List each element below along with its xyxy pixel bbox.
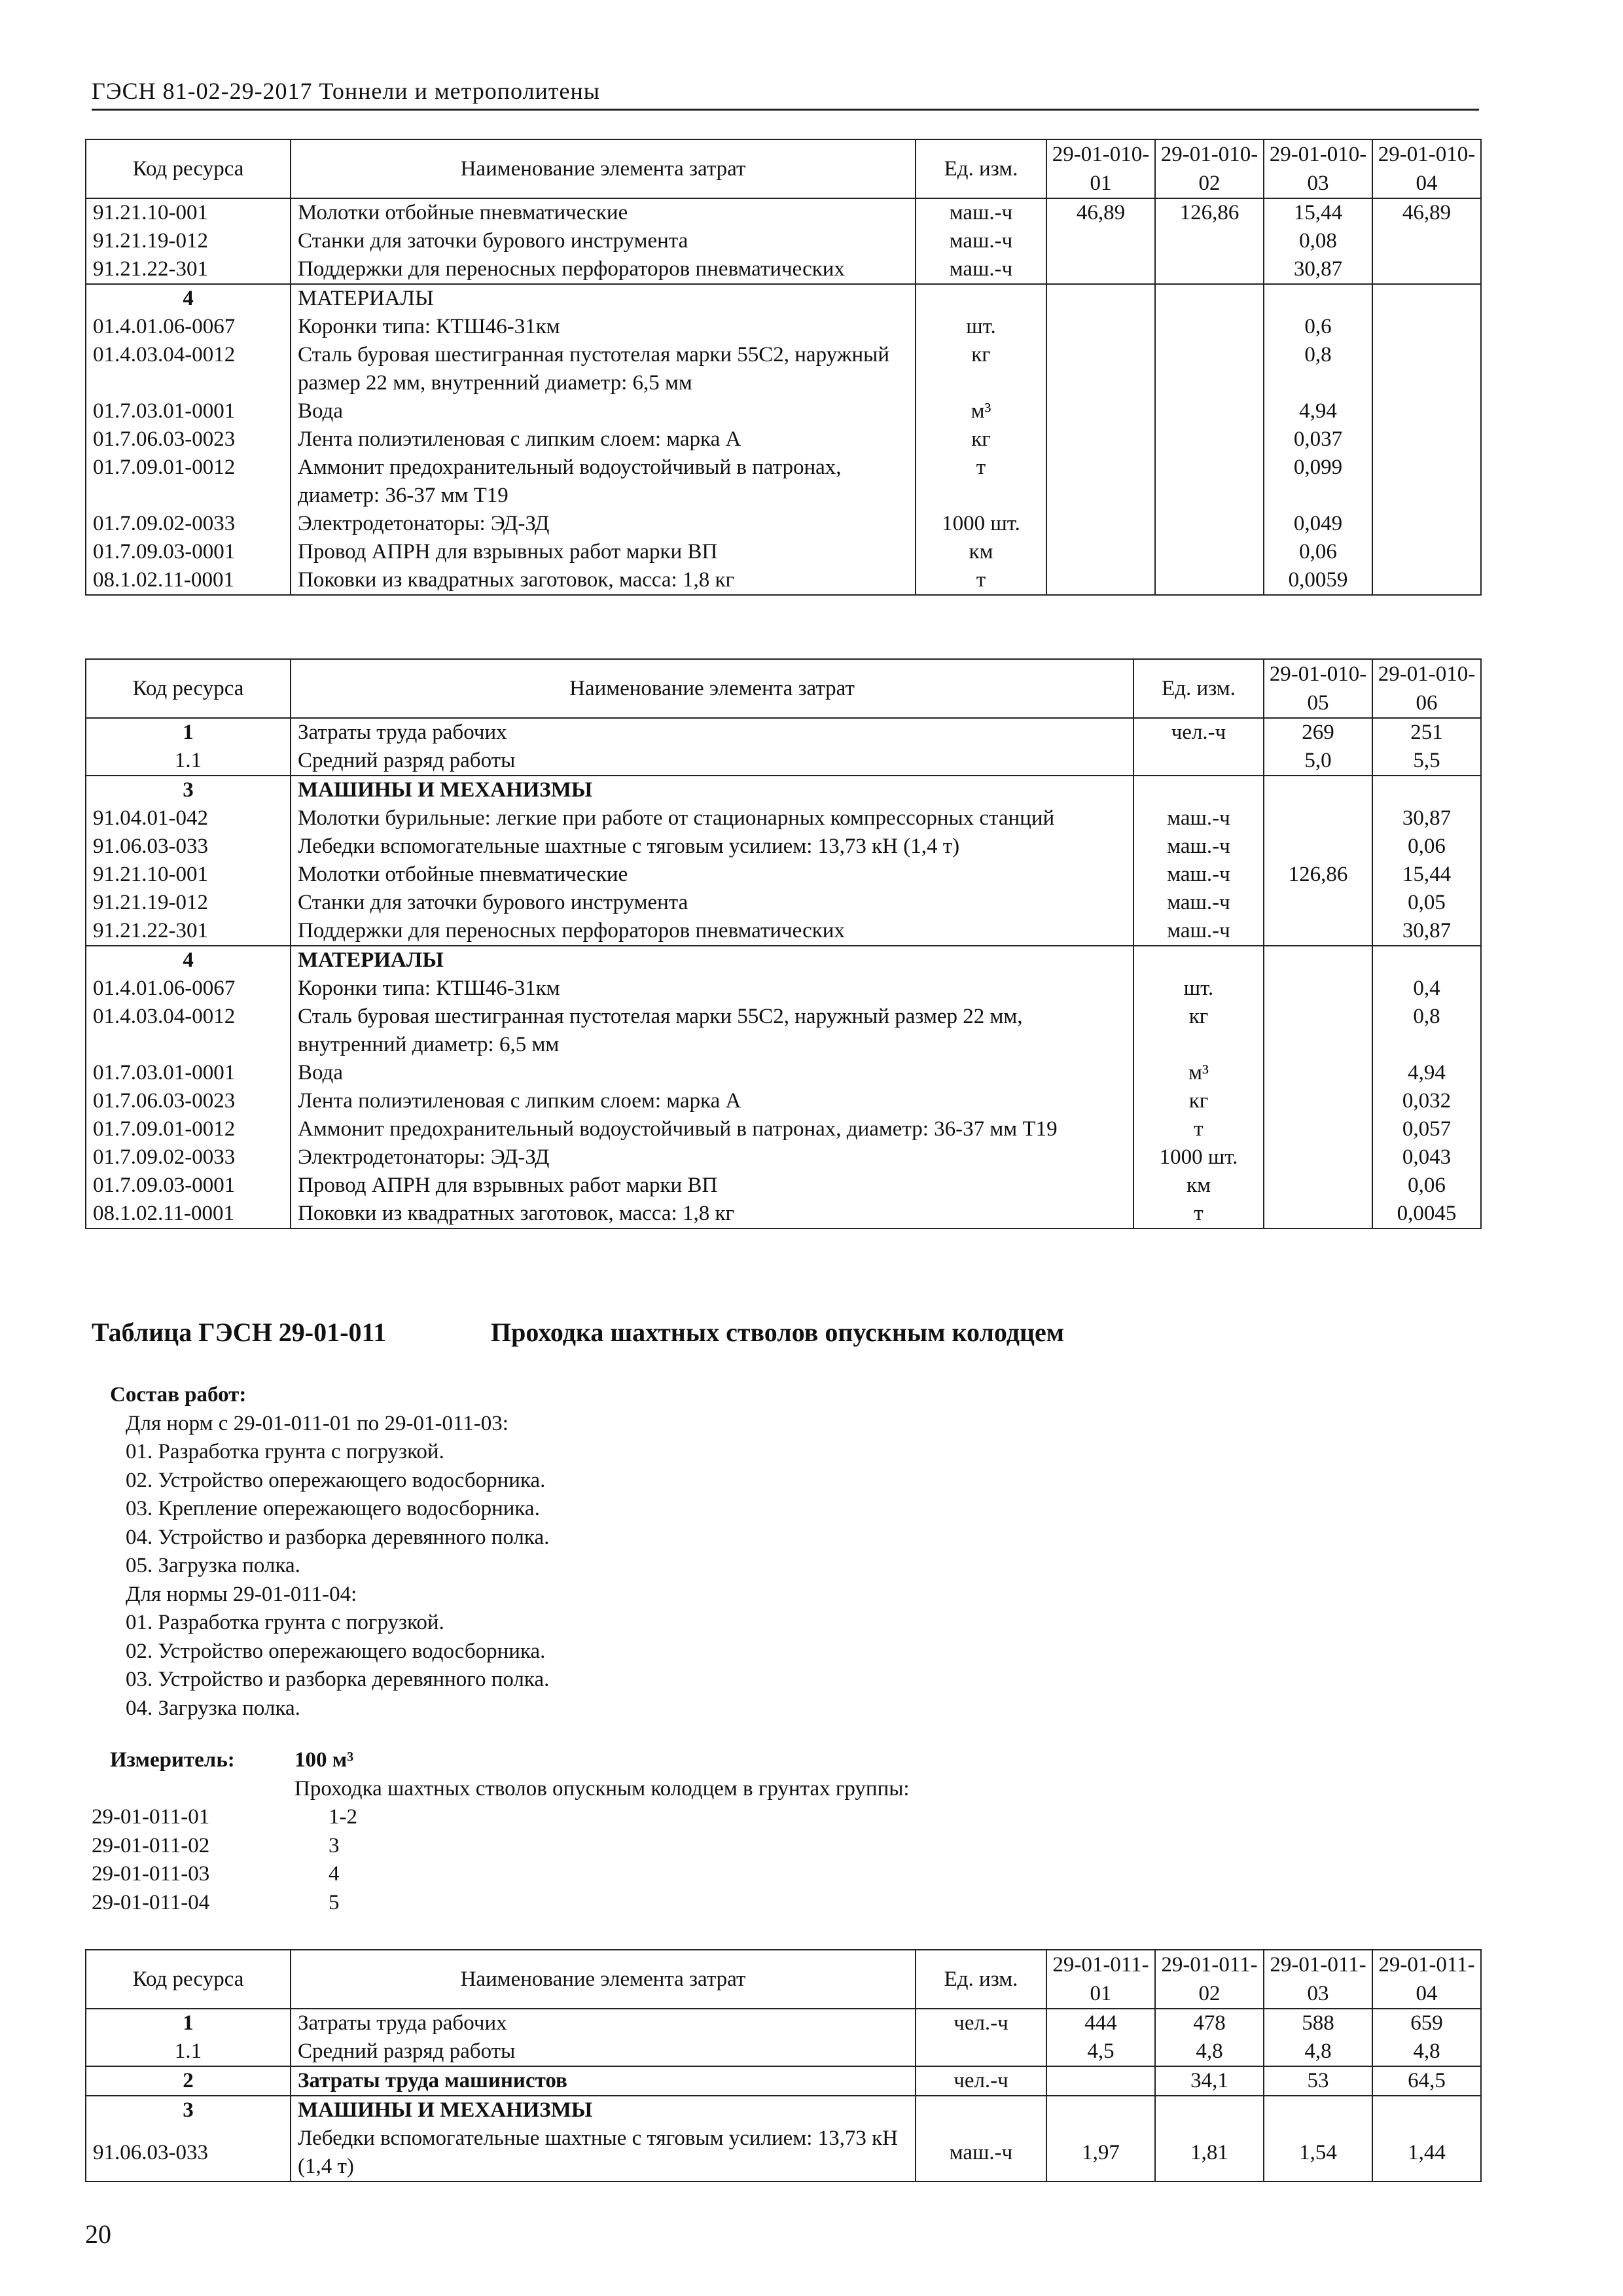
norm-value: 1,81 — [1155, 2125, 1264, 2181]
resource-name: Лента полиэтиленовая с липким слоем: марка А — [291, 425, 916, 454]
norm-value — [1264, 804, 1372, 833]
resource-name: Коронки типа: КТШ46-31км — [291, 313, 916, 341]
table-row — [86, 747, 1481, 776]
table-row — [86, 313, 1481, 341]
norm-value — [1372, 255, 1481, 284]
resource-code: 91.21.22-301 — [86, 255, 291, 284]
resource-name: Сталь буровая шестигранная пустотелая марки 55С2, наружный размер 22 мм, внутренний диаметр: 6,5 мм — [291, 341, 916, 397]
resource-code: 1 — [86, 718, 291, 747]
col-header-norm: 29-01-010-02 — [1155, 139, 1264, 198]
resource-unit: т — [916, 566, 1046, 595]
composition-list — [110, 1410, 549, 1723]
col-header-unit: Ед. изм. — [916, 1950, 1046, 2009]
col-header-norm: 29-01-010-06 — [1372, 659, 1481, 718]
norm-value — [1264, 889, 1372, 917]
resource-name: Затраты труда рабочих — [291, 2009, 916, 2037]
resource-code: 01.7.09.02-0033 — [86, 1143, 291, 1172]
norm-value: 0,06 — [1264, 538, 1372, 566]
resource-unit: км — [916, 538, 1046, 566]
resource-unit: кг — [1133, 1003, 1264, 1059]
resource-unit — [916, 2037, 1046, 2066]
composition-line: 01. Разработка грунта с погрузкой. — [126, 1611, 444, 1634]
resource-unit: маш.-ч — [1133, 833, 1264, 861]
table-caption: Проходка шахтных стволов опускным колодцем — [491, 1318, 1065, 1347]
table-row — [86, 1087, 1481, 1115]
norm-value — [1264, 1143, 1372, 1172]
resource-unit: т — [1133, 1200, 1264, 1229]
norm-value — [1264, 1059, 1372, 1087]
norm-value — [1372, 341, 1481, 397]
resource-unit: кг — [916, 341, 1046, 397]
table-row — [86, 1003, 1481, 1059]
resource-name: Средний разряд работы — [291, 747, 1133, 776]
norm-value: 0,0045 — [1372, 1200, 1481, 1229]
resource-name: Молотки бурильные: легкие при работе от стационарных компрессорных станций — [291, 804, 1133, 833]
resource-unit: маш.-ч — [1133, 861, 1264, 889]
resource-code: 91.21.19-012 — [86, 889, 291, 917]
resource-code: 01.7.09.03-0001 — [86, 1172, 291, 1200]
resource-unit: 1000 шт. — [1133, 1143, 1264, 1172]
col-header-name: Наименование элемента затрат — [291, 659, 1133, 718]
col-header-code: Код ресурса — [86, 659, 291, 718]
resource-unit: чел.-ч — [916, 2009, 1046, 2037]
table-row — [86, 2096, 1481, 2125]
resource-unit: чел.-ч — [1133, 718, 1264, 747]
composition-line: 03. Крепление опережающего водосборника. — [126, 1497, 540, 1520]
soil-group: 4 — [329, 1862, 340, 1886]
resource-code: 91.21.10-001 — [86, 198, 291, 227]
resource-name: Вода — [291, 1059, 1133, 1087]
norm-value: 126,86 — [1155, 198, 1264, 227]
norm-value — [1264, 284, 1372, 313]
resource-code: 01.4.03.04-0012 — [86, 1003, 291, 1059]
resource-unit: м³ — [916, 397, 1046, 425]
norm-value — [1372, 454, 1481, 510]
norm-value — [1264, 1172, 1372, 1200]
resource-name: Коронки типа: КТШ46-31км — [291, 975, 1133, 1003]
norm-value — [1155, 397, 1264, 425]
norm-value: 126,86 — [1264, 861, 1372, 889]
norm-value — [1264, 917, 1372, 946]
col-header-code: Код ресурса — [86, 1950, 291, 2009]
norm-value — [1264, 776, 1372, 804]
norm-code: 29-01-011-04 — [92, 1890, 210, 1914]
resource-code: 01.7.06.03-0023 — [86, 1087, 291, 1115]
norm-value: 53 — [1264, 2066, 1372, 2096]
measure-groups — [92, 1803, 910, 1917]
col-header-norm: 29-01-011-02 — [1155, 1950, 1264, 2009]
norm-value — [1155, 510, 1264, 538]
resource-code: 01.4.03.04-0012 — [86, 341, 291, 397]
norm-value: 0,032 — [1372, 1087, 1481, 1115]
table-row — [86, 198, 1481, 227]
table-row — [86, 1172, 1481, 1200]
norm-value: 0,049 — [1264, 510, 1372, 538]
norm-value — [1264, 1200, 1372, 1229]
resource-table-010-01-04 — [85, 139, 1482, 596]
resource-code: 01.7.03.01-0001 — [86, 397, 291, 425]
resource-name: Электродетонаторы: ЭД-ЗД — [291, 510, 916, 538]
resource-unit: км — [1133, 1172, 1264, 1200]
norm-value: 1,54 — [1264, 2125, 1372, 2181]
norm-value — [1372, 284, 1481, 313]
norm-value: 0,037 — [1264, 425, 1372, 454]
resource-code: 1 — [86, 2009, 291, 2037]
col-header-norm: 29-01-010-01 — [1046, 139, 1155, 198]
table-row — [86, 861, 1481, 889]
norm-value: 34,1 — [1155, 2066, 1264, 2096]
resource-name: Молотки отбойные пневматические — [291, 861, 1133, 889]
soil-group: 3 — [329, 1833, 340, 1857]
resource-unit: маш.-ч — [916, 255, 1046, 284]
table-row — [86, 1143, 1481, 1172]
resource-code: 91.21.10-001 — [86, 861, 291, 889]
composition-line: 04. Загрузка полка. — [126, 1696, 300, 1720]
resource-unit: маш.-ч — [1133, 804, 1264, 833]
norm-value: 4,94 — [1372, 1059, 1481, 1087]
norm-value: 4,8 — [1155, 2037, 1264, 2066]
table-number: Таблица ГЭСН 29-01-011 — [92, 1318, 387, 1347]
norm-value — [1372, 946, 1481, 975]
norm-value — [1046, 538, 1155, 566]
table-row — [86, 566, 1481, 595]
resource-code: 01.7.09.03-0001 — [86, 538, 291, 566]
norm-value: 0,8 — [1372, 1003, 1481, 1059]
norm-code: 29-01-011-02 — [92, 1833, 210, 1857]
resource-unit — [916, 284, 1046, 313]
resource-unit: кг — [916, 425, 1046, 454]
table-row — [86, 341, 1481, 397]
norm-value — [1155, 313, 1264, 341]
table-row — [86, 284, 1481, 313]
norm-value: 0,05 — [1372, 889, 1481, 917]
col-header-unit: Ед. изм. — [916, 139, 1046, 198]
resource-name: Молотки отбойные пневматические — [291, 198, 916, 227]
norm-value — [1046, 313, 1155, 341]
resource-unit — [1133, 946, 1264, 975]
table-row — [86, 1059, 1481, 1087]
col-header-name: Наименование элемента затрат — [291, 1950, 916, 2009]
resource-table-010-05-06 — [85, 658, 1482, 1229]
table-row — [86, 454, 1481, 510]
norm-value — [1046, 2096, 1155, 2125]
resource-name: Сталь буровая шестигранная пустотелая марки 55С2, наружный размер 22 мм, внутренний диаметр: 6,5 мм — [291, 1003, 1133, 1059]
norm-value — [1372, 227, 1481, 255]
soil-group: 1-2 — [329, 1805, 357, 1829]
norm-value: 0,4 — [1372, 975, 1481, 1003]
resource-unit: маш.-ч — [1133, 889, 1264, 917]
norm-value: 0,099 — [1264, 454, 1372, 510]
resource-code: 91.06.03-033 — [86, 2125, 291, 2181]
resource-code: 2 — [86, 2066, 291, 2096]
norm-value — [1264, 1115, 1372, 1143]
resource-name: Аммонит предохранительный водоустойчивый в патронах, диаметр: 36-37 мм Т19 — [291, 454, 916, 510]
composition-line: 04. Устройство и разборка деревянного полка. — [126, 1525, 550, 1549]
resource-name: Станки для заточки бурового инструмента — [291, 227, 916, 255]
col-header-norm: 29-01-010-03 — [1264, 139, 1372, 198]
resource-code: 91.04.01-042 — [86, 804, 291, 833]
norm-value — [1264, 2096, 1372, 2125]
norm-value — [1372, 397, 1481, 425]
norm-value — [1046, 454, 1155, 510]
norm-value: 1,44 — [1372, 2125, 1481, 2181]
col-header-norm: 29-01-011-03 — [1264, 1950, 1372, 2009]
norm-value: 0,6 — [1264, 313, 1372, 341]
norm-value — [1264, 946, 1372, 975]
resource-code: 01.7.09.02-0033 — [86, 510, 291, 538]
col-header-norm: 29-01-010-05 — [1264, 659, 1372, 718]
resource-name: МАТЕРИАЛЫ — [291, 284, 916, 313]
resource-code: 01.4.01.06-0067 — [86, 313, 291, 341]
norm-value: 588 — [1264, 2009, 1372, 2037]
norm-value — [1046, 227, 1155, 255]
resource-unit: м³ — [1133, 1059, 1264, 1087]
norm-code: 29-01-011-03 — [92, 1862, 210, 1886]
norm-value: 269 — [1264, 718, 1372, 747]
resource-name: Провод АПРН для взрывных работ марки ВП — [291, 1172, 1133, 1200]
resource-unit: шт. — [916, 313, 1046, 341]
table-row — [86, 718, 1481, 747]
norm-value: 1,97 — [1046, 2125, 1155, 2181]
norm-value: 0,0059 — [1264, 566, 1372, 595]
resource-code: 08.1.02.11-0001 — [86, 1200, 291, 1229]
norm-value — [1046, 284, 1155, 313]
norm-value — [1372, 2096, 1481, 2125]
col-header-norm: 29-01-011-01 — [1046, 1950, 1155, 2009]
table-row — [86, 776, 1481, 804]
col-header-unit: Ед. изм. — [1133, 659, 1264, 718]
table-row — [86, 804, 1481, 833]
norm-value — [1264, 833, 1372, 861]
table-row — [86, 1115, 1481, 1143]
work-composition — [110, 1381, 549, 1723]
resource-unit: маш.-ч — [916, 2125, 1046, 2181]
norm-value — [1046, 566, 1155, 595]
norm-value: 0,06 — [1372, 833, 1481, 861]
table-row — [86, 917, 1481, 946]
resource-unit: маш.-ч — [1133, 917, 1264, 946]
composition-line: 02. Устройство опережающего водосборника. — [126, 1639, 546, 1663]
table-row — [86, 2009, 1481, 2037]
norm-value: 251 — [1372, 718, 1481, 747]
norm-value: 30,87 — [1264, 255, 1372, 284]
norm-value: 5,0 — [1264, 747, 1372, 776]
norm-value: 15,44 — [1264, 198, 1372, 227]
resource-unit: маш.-ч — [916, 227, 1046, 255]
page-number: 20 — [85, 2219, 111, 2249]
resource-unit: кг — [1133, 1087, 1264, 1115]
resource-name: Лебедки вспомогательные шахтные с тяговым усилием: 13,73 кН (1,4 т) — [291, 2125, 916, 2181]
composition-line: Для норм с 29-01-011-01 по 29-01-011-03: — [126, 1411, 508, 1435]
resource-code: 3 — [86, 2096, 291, 2125]
norm-value — [1372, 776, 1481, 804]
norm-value — [1155, 2096, 1264, 2125]
norm-value — [1046, 510, 1155, 538]
norm-value: 46,89 — [1046, 198, 1155, 227]
composition-line: 05. Загрузка полка. — [126, 1554, 300, 1577]
norm-value: 659 — [1372, 2009, 1481, 2037]
resource-code: 91.21.19-012 — [86, 227, 291, 255]
norm-value: 4,5 — [1046, 2037, 1155, 2066]
table-row — [86, 975, 1481, 1003]
norm-value — [1155, 341, 1264, 397]
table-row — [86, 397, 1481, 425]
norm-value — [1155, 284, 1264, 313]
measure-label: Измеритель: — [110, 1748, 235, 1772]
composition-line: 02. Устройство опережающего водосборника. — [126, 1468, 546, 1492]
norm-value: 0,08 — [1264, 227, 1372, 255]
norm-value — [1046, 2066, 1155, 2096]
norm-value: 444 — [1046, 2009, 1155, 2037]
resource-code: 01.7.09.01-0012 — [86, 1115, 291, 1143]
running-header: ГЭСН 81-02-29-2017 Тоннели и метрополитены — [92, 77, 1479, 111]
resource-unit: маш.-ч — [916, 198, 1046, 227]
norm-value: 64,5 — [1372, 2066, 1481, 2096]
resource-code: 01.7.09.01-0012 — [86, 454, 291, 510]
table-row — [86, 889, 1481, 917]
table-row — [86, 255, 1481, 284]
table-row — [86, 2037, 1481, 2066]
table-row — [86, 425, 1481, 454]
resource-name: МАШИНЫ И МЕХАНИЗМЫ — [291, 2096, 916, 2125]
norm-value — [1046, 341, 1155, 397]
resource-code: 91.21.22-301 — [86, 917, 291, 946]
norm-value — [1372, 313, 1481, 341]
resource-unit: 1000 шт. — [916, 510, 1046, 538]
norm-value — [1155, 566, 1264, 595]
table-title — [92, 1317, 1064, 1348]
resource-name: Лебедки вспомогательные шахтные с тяговым усилием: 13,73 кН (1,4 т) — [291, 833, 1133, 861]
norm-value: 46,89 — [1372, 198, 1481, 227]
resource-unit: т — [916, 454, 1046, 510]
resource-name: Вода — [291, 397, 916, 425]
composition-line: 01. Разработка грунта с погрузкой. — [126, 1440, 444, 1463]
norm-value — [1264, 1087, 1372, 1115]
resource-table-011 — [85, 1949, 1482, 2182]
norm-value — [1372, 425, 1481, 454]
norm-value: 4,8 — [1372, 2037, 1481, 2066]
norm-value: 30,87 — [1372, 917, 1481, 946]
table-row — [86, 1200, 1481, 1229]
resource-unit: шт. — [1133, 975, 1264, 1003]
norm-code: 29-01-011-01 — [92, 1805, 210, 1829]
resource-name: МАТЕРИАЛЫ — [291, 946, 1133, 975]
resource-name: Средний разряд работы — [291, 2037, 916, 2066]
resource-name: Станки для заточки бурового инструмента — [291, 889, 1133, 917]
resource-name: Аммонит предохранительный водоустойчивый в патронах, диаметр: 36-37 мм Т19 — [291, 1115, 1133, 1143]
resource-name: Электродетонаторы: ЭД-ЗД — [291, 1143, 1133, 1172]
norm-value — [1372, 538, 1481, 566]
norm-value: 5,5 — [1372, 747, 1481, 776]
resource-unit — [1133, 747, 1264, 776]
composition-caption: Состав работ: — [110, 1383, 247, 1407]
norm-value — [1046, 425, 1155, 454]
norm-value: 478 — [1155, 2009, 1264, 2037]
col-header-name: Наименование элемента затрат — [291, 139, 916, 198]
resource-name: Затраты труда машинистов — [291, 2066, 916, 2096]
resource-code: 01.7.03.01-0001 — [86, 1059, 291, 1087]
resource-name: Поддержки для переносных перфораторов пневматических — [291, 917, 1133, 946]
resource-code: 1.1 — [86, 2037, 291, 2066]
norm-value: 0,8 — [1264, 341, 1372, 397]
resource-code: 91.06.03-033 — [86, 833, 291, 861]
resource-code: 08.1.02.11-0001 — [86, 566, 291, 595]
norm-value — [1046, 397, 1155, 425]
resource-name: Затраты труда рабочих — [291, 718, 1133, 747]
resource-unit — [1133, 776, 1264, 804]
table-row — [86, 227, 1481, 255]
norm-value: 0,06 — [1372, 1172, 1481, 1200]
table-row — [86, 538, 1481, 566]
norm-value: 4,94 — [1264, 397, 1372, 425]
table-row — [86, 946, 1481, 975]
resource-unit: чел.-ч — [916, 2066, 1046, 2096]
resource-name: Провод АПРН для взрывных работ марки ВП — [291, 538, 916, 566]
norm-value: 30,87 — [1372, 804, 1481, 833]
norm-value — [1372, 510, 1481, 538]
composition-line: 03. Устройство и разборка деревянного полка. — [126, 1668, 550, 1691]
norm-value — [1264, 975, 1372, 1003]
norm-value — [1155, 454, 1264, 510]
resource-code: 01.7.06.03-0023 — [86, 425, 291, 454]
resource-unit — [916, 2096, 1046, 2125]
resource-code: 4 — [86, 946, 291, 975]
col-header-norm: 29-01-011-04 — [1372, 1950, 1481, 2009]
norm-value — [1155, 255, 1264, 284]
norm-value — [1155, 425, 1264, 454]
norm-value — [1264, 1003, 1372, 1059]
resource-unit: т — [1133, 1115, 1264, 1143]
norm-value: 0,043 — [1372, 1143, 1481, 1172]
table-row — [86, 2066, 1481, 2096]
norm-value — [1046, 255, 1155, 284]
resource-name: Поковки из квадратных заготовок, масса: 1,8 кг — [291, 566, 916, 595]
resource-code: 1.1 — [86, 747, 291, 776]
resource-name: Поковки из квадратных заготовок, масса: 1,8 кг — [291, 1200, 1133, 1229]
composition-line: Для нормы 29-01-011-04: — [126, 1582, 357, 1606]
resource-code: 4 — [86, 284, 291, 313]
table-row — [86, 2125, 1481, 2181]
table-row — [86, 510, 1481, 538]
norm-value: 15,44 — [1372, 861, 1481, 889]
table-row — [86, 833, 1481, 861]
resource-name: МАШИНЫ И МЕХАНИЗМЫ — [291, 776, 1133, 804]
norm-value: 4,8 — [1264, 2037, 1372, 2066]
measure-block — [92, 1746, 910, 1917]
norm-value: 0,057 — [1372, 1115, 1481, 1143]
resource-code: 01.4.01.06-0067 — [86, 975, 291, 1003]
col-header-norm: 29-01-010-04 — [1372, 139, 1481, 198]
measure-description: Проходка шахтных стволов опускным колодцем в грунтах группы: — [294, 1776, 910, 1801]
soil-group: 5 — [329, 1890, 340, 1914]
norm-value — [1155, 227, 1264, 255]
norm-value — [1372, 566, 1481, 595]
resource-name: Лента полиэтиленовая с липким слоем: марка А — [291, 1087, 1133, 1115]
resource-name: Поддержки для переносных перфораторов пневматических — [291, 255, 916, 284]
resource-code: 3 — [86, 776, 291, 804]
norm-value — [1155, 538, 1264, 566]
measure-value: 100 м³ — [294, 1748, 354, 1772]
col-header-code: Код ресурса — [86, 139, 291, 198]
